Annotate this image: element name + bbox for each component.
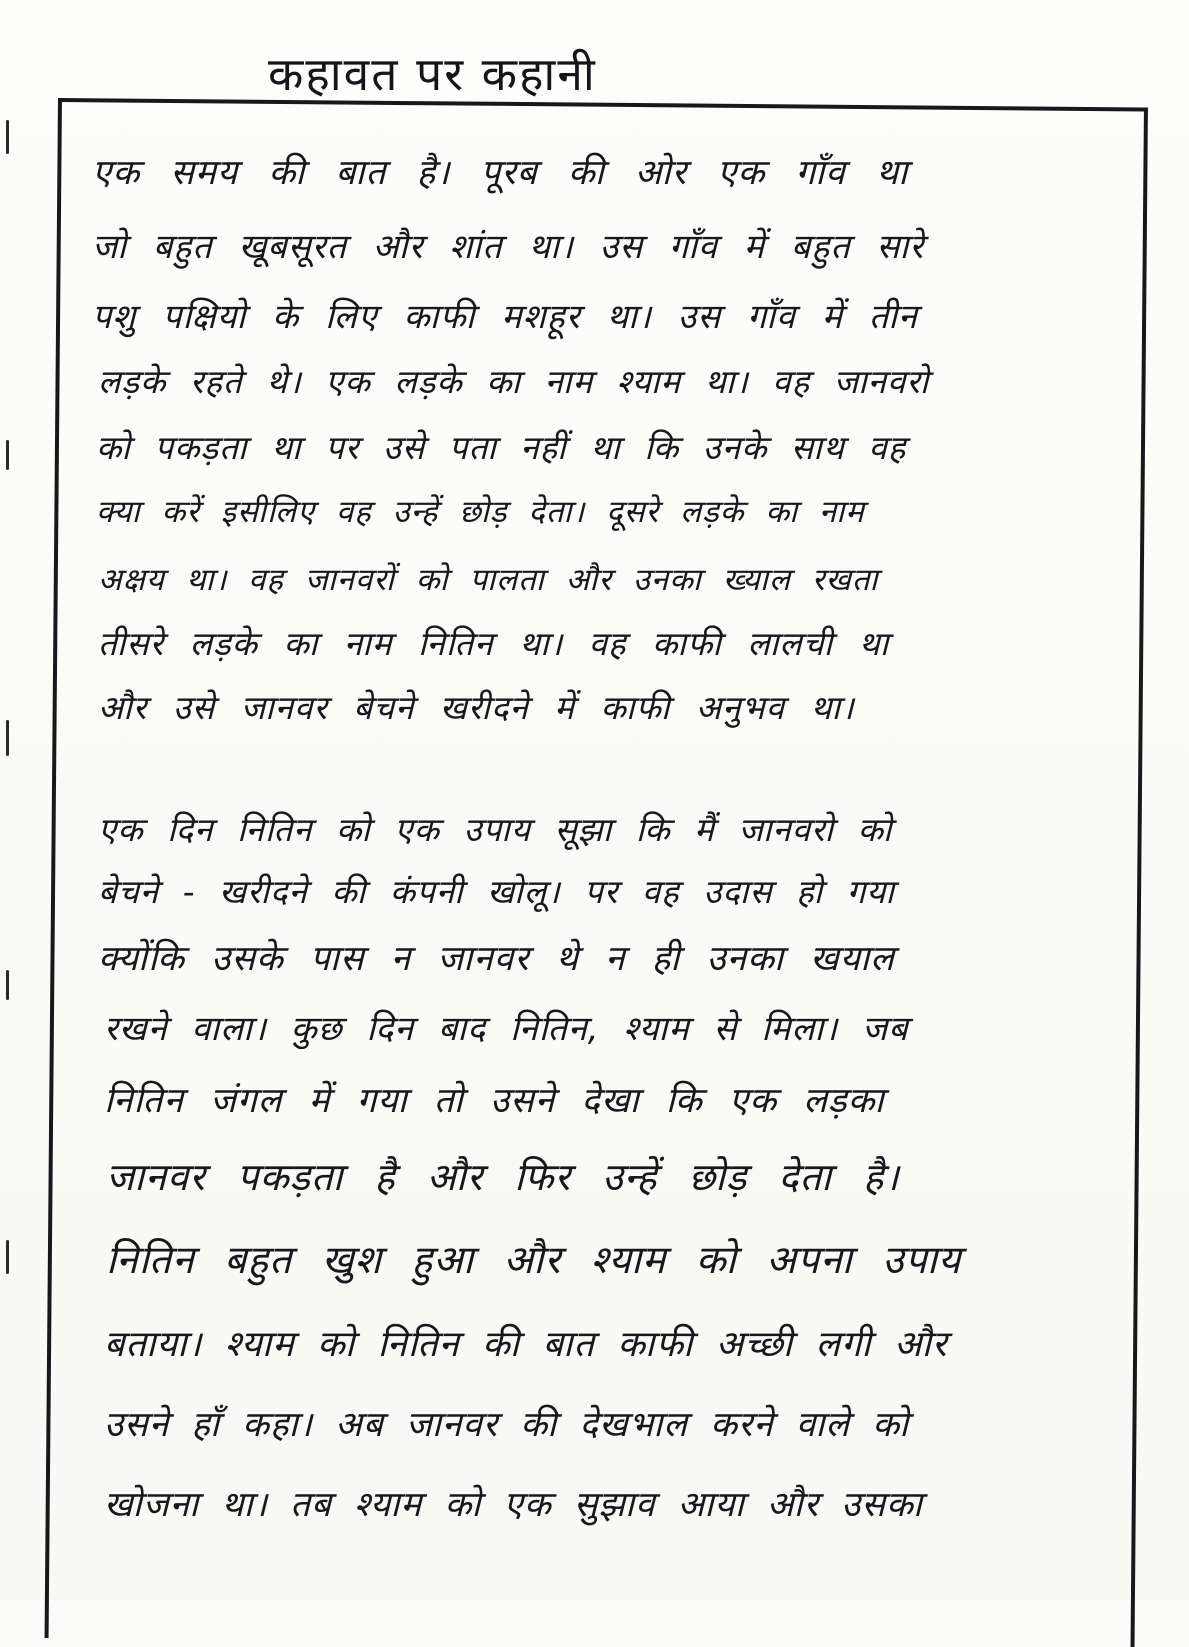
text-line: जो बहुत खूबसूरत और शांत था। उस गाँव में बहुत सारे: [92, 227, 925, 267]
binding-mark: [6, 720, 9, 756]
text-line: अक्षय था। वह जानवरों को पालता और उनका ख्याल रखता: [98, 562, 879, 598]
text-line: बताया। श्याम को नितिन की बात काफी अच्छी लगी और: [104, 1324, 948, 1365]
binding-mark: [6, 970, 9, 1000]
text-line: उसने हाँ कहा। अब जानवर की देखभाल करने वाले को: [104, 1405, 910, 1445]
text-line: क्या करें इसीलिए वह उन्हें छोड़ देता। दूसरे लड़के का नाम: [96, 494, 865, 530]
text-line: तीसरे लड़के का नाम नितिन था। वह काफी लालची था: [98, 624, 890, 663]
text-line: पशु पक्षियो के लिए काफी मशहूर था। उस गाँव में तीन: [92, 297, 918, 337]
text-line: नितिन बहुत खुश हुआ और श्याम को अपना उपाय: [106, 1238, 962, 1283]
text-line: और उसे जानवर बेचने खरीदने में काफी अनुभव था।: [98, 688, 855, 727]
text-line: क्योंकि उसके पास न जानवर थे न ही उनका खयाल: [98, 939, 895, 979]
text-line: लड़के रहते थे। एक लड़के का नाम श्याम था। वह जानवरो: [98, 362, 930, 401]
text-line: खोजना था। तब श्याम को एक सुझाव आया और उसका: [104, 1485, 923, 1525]
text-line: को पकड़ता था पर उसे पता नहीं था कि उनके साथ वह: [96, 428, 907, 467]
binding-mark: [6, 120, 9, 154]
text-line: बेचने - खरीदने की कंपनी खोलू। पर वह उदास हो गया: [98, 872, 895, 911]
binding-mark: [6, 440, 9, 470]
text-line: रखने वाला। कुछ दिन बाद नितिन, श्याम से मिला। जब: [104, 1009, 909, 1049]
text-line: जानवर पकड़ता है और फिर उन्हें छोड़ देता है।: [106, 1155, 900, 1199]
page-title: कहावत पर कहानी: [268, 47, 597, 101]
text-line: नितिन जंगल में गया तो उसने देखा कि एक लड़का: [104, 1081, 885, 1121]
text-line: एक समय की बात है। पूरब की ओर एक गाँव था: [92, 153, 909, 193]
text-line: एक दिन नितिन को एक उपाय सूझा कि मैं जानवरो को: [98, 810, 893, 849]
binding-mark: [6, 1240, 9, 1274]
